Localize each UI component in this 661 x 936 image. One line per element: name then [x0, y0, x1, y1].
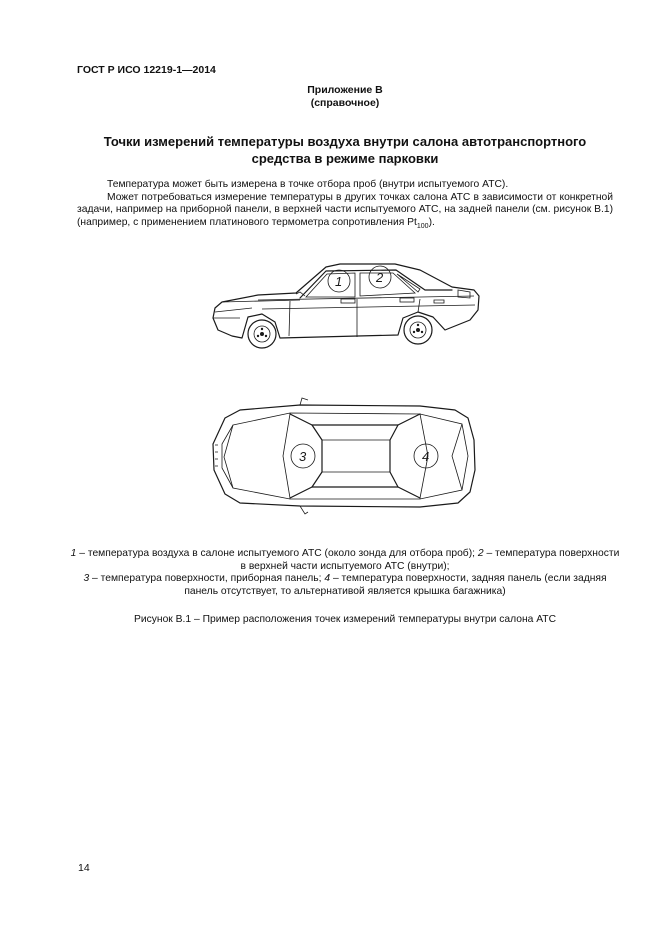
page-number: 14 [78, 862, 90, 874]
legend-line-1 [70, 548, 620, 573]
legend-text-2: – температура поверхности в верхней части испытуемого АТС (внутри); [240, 548, 620, 572]
paragraph-1: Температура может быть измерена в точке отбора проб (внутри испытуемого АТС). [107, 179, 509, 190]
legend-num-1: 1 [70, 548, 77, 559]
marker-1: 1 [335, 274, 343, 289]
figure-caption: Рисунок В.1 – Пример расположения точек измерений температуры внутри салона АТС [133, 614, 557, 625]
legend-num-2: 2 [477, 548, 484, 559]
legend-num-4: 4 [324, 573, 331, 584]
legend-text-4: – температура поверхности, задняя панель (если задняя панель отсутствует, то альтернативой является крышка багажника) [184, 573, 607, 597]
appendix-label: Приложение В [307, 84, 383, 96]
marker-2: 2 [376, 270, 384, 285]
legend-line-2 [70, 573, 620, 598]
standard-header: ГОСТ Р ИСО 12219-1—2014 [77, 64, 216, 76]
marker-3: 3 [299, 449, 307, 464]
paragraph-2-text: Может потребоваться измерение температуры в других точках салона АТС в зависимости от конкретной задачи, например на приборной панели, в верхней части испытуемого АТС, на задней панели (см. рисунок В.1) (например, с применением платинового термометра сопротивления Pt [77, 191, 613, 228]
paragraph-2-end: ). [428, 216, 435, 228]
marker-4: 4 [422, 449, 430, 464]
appendix-note: (справочное) [310, 97, 380, 109]
page-title: Точки измерений температуры воздуха внутри салона автотранспортного средства в режиме парковки [103, 134, 587, 166]
figure-legend [70, 548, 620, 598]
pt-subscript: 100 [416, 222, 429, 230]
legend-text-3: – температура поверхности, приборная панель; [89, 573, 325, 584]
legend-text-1: – температура воздуха в салоне испытуемого АТС (около зонда для отбора проб); [76, 548, 478, 559]
legend-num-3: 3 [83, 573, 90, 584]
